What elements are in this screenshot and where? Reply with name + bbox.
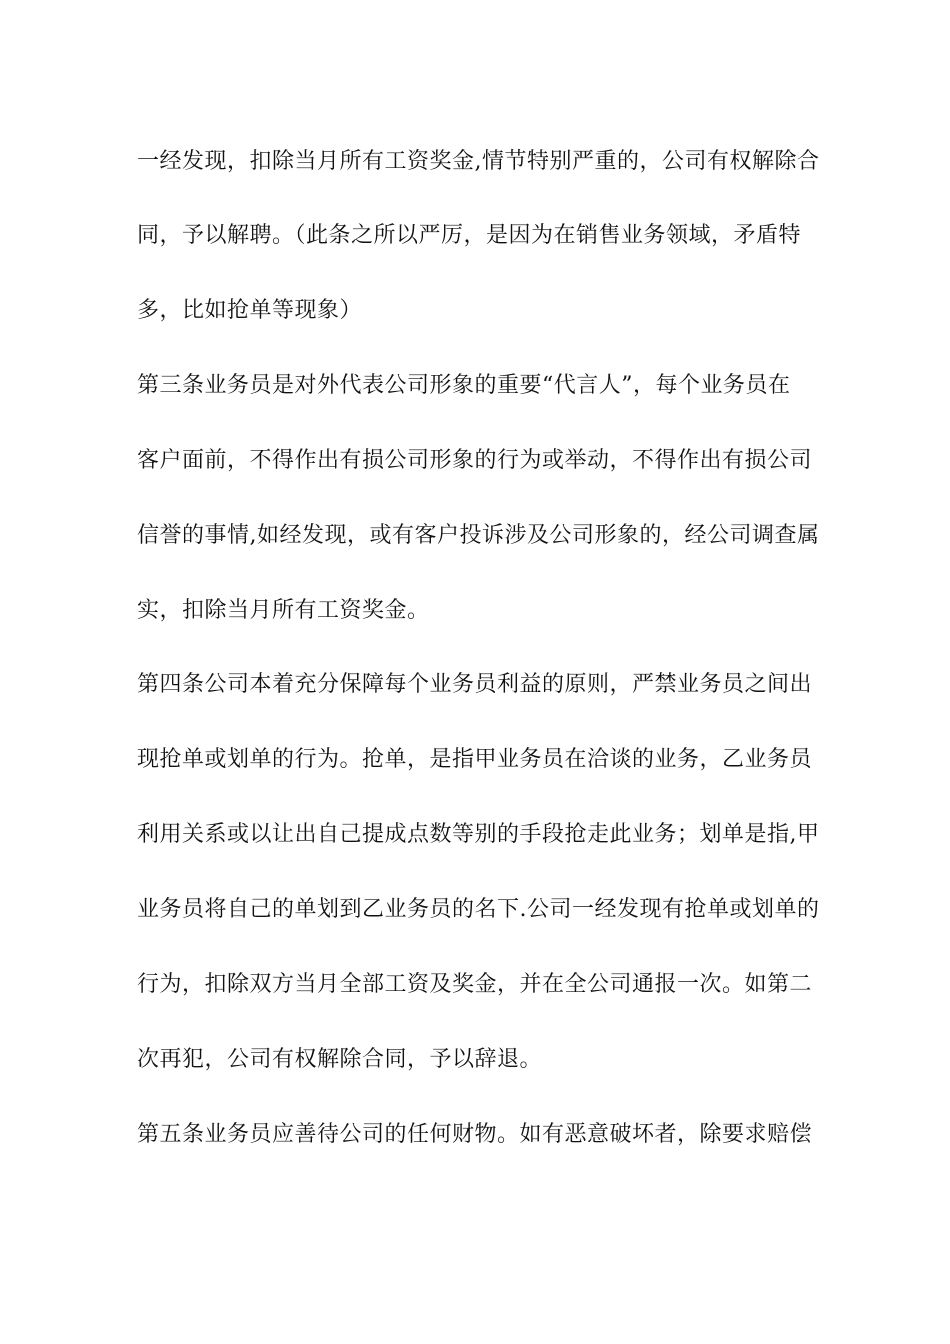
text-line: 多，比如抢单等现象） [137, 298, 363, 323]
text-line: 实，扣除当月所有工资奖金。 [137, 598, 430, 623]
text-line: 利用关系或以让出自己提成点数等别的手段抢走此业务；划单是指,甲 [137, 822, 820, 847]
text-line: 业务员将自己的单划到乙业务员的名下.公司一经发现有抢单或划单的 [137, 897, 820, 922]
text-line: 同，予以解聘。（此条之所以严厉，是因为在销售业务领域，矛盾特 [137, 223, 802, 248]
text-line: 第四条公司本着充分保障每个业务员利益的原则，严禁业务员之间出 [137, 672, 813, 697]
text-line: 信誉的事情,如经发现，或有客户投诉涉及公司形象的，经公司调查属 [137, 523, 820, 548]
text-line: 第三条业务员是对外代表公司形象的重要“代言人”，每个业务员在 [137, 373, 791, 398]
text-line: 第五条业务员应善待公司的任何财物。如有恶意破坏者，除要求赔偿 [137, 1122, 813, 1147]
text-line: 次再犯，公司有权解除合同，予以辞退。 [137, 1047, 543, 1072]
text-line: 现抢单或划单的行为。抢单，是指甲业务员在洽谈的业务，乙业务员 [137, 747, 813, 772]
text-line: 客户面前，不得作出有损公司形象的行为或举动，不得作出有损公司 [137, 448, 813, 473]
text-line: 一经发现，扣除当月所有工资奖金,情节特别严重的，公司有权解除合 [137, 149, 820, 174]
text-line: 行为，扣除双方当月全部工资及奖金，并在全公司通报一次。如第二 [137, 972, 813, 997]
